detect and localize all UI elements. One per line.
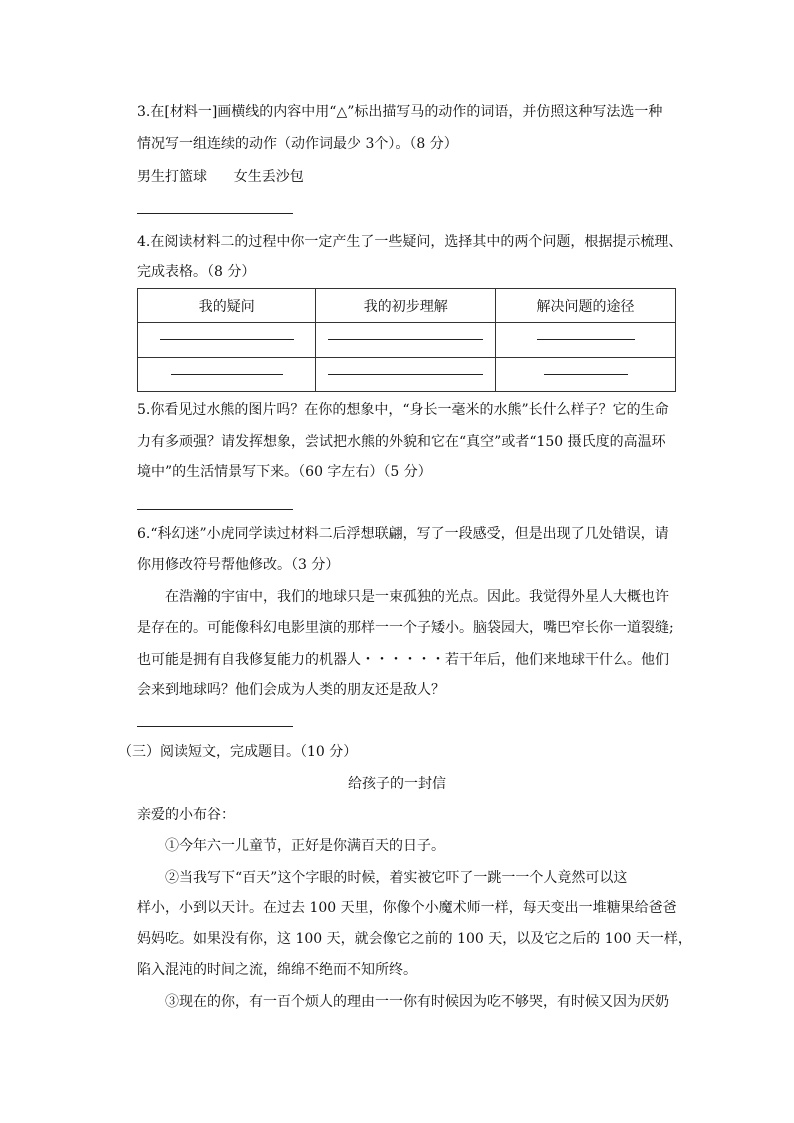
q5-prompt-line2: 力有多顽强？请发挥想象，尝试把水熊的外貌和它在“真空”或者“150 摄氏度的高温环 [137,434,666,450]
answer-blank[interactable] [537,339,635,340]
letter-paragraph-2-line1: ②当我写下“百天”这个字眼的时候，着实被它吓了一跳一一个人竟然可以这 [165,870,628,886]
table-cell[interactable] [316,357,496,391]
q4-answer-table [137,288,676,392]
answer-blank[interactable] [171,374,283,375]
letter-paragraph-3-line1: ③现在的你，有一百个烦人的理由一一你有时候因为吃不够哭，有时候又因为厌奶 [165,994,669,1010]
q3-answer-blank[interactable] [137,213,293,214]
table-cell[interactable] [138,323,316,357]
answer-blank[interactable] [328,339,483,340]
letter-paragraph-1: ①今年六一儿童节，正好是你满百天的日子。 [165,838,445,854]
q3-prompt-line2: 情况写一组连续的动作（动作词最少 3个）。（8 分） [137,136,458,152]
table-row [138,323,676,357]
q6-paragraph-line2: 是存在的。可能像科幻电影里演的那样一一个子矮小。脑袋园大，嘴巴窄长你一道裂缝; [137,620,674,636]
table-cell[interactable] [316,323,496,357]
letter-title: 给孩子的一封信 [348,776,446,792]
q6-paragraph-line1: 在浩瀚的宇宙中，我们的地球只是一束孤独的光点。因此。我觉得外星人大概也许 [165,589,669,605]
table-header-understanding: 我的初步理解 [316,289,496,323]
q4-prompt-line1: 4.在阅读材料二的过程中你一定产生了一些疑问，选择其中的两个问题，根据提示梳理、 [137,234,683,250]
q6-prompt-line1: 6.“科幻迷”小虎同学读过材料二后浮想联翩，写了一段感受，但是出现了几处错误，请 [137,526,669,542]
table-cell[interactable] [138,357,316,391]
letter-paragraph-2-line2: 样小，小到以天计。在过去 100 天里，你像个小魔术师一样，每天变出一堆糖果给爸爸 [137,900,677,916]
letter-salutation: 亲爱的小布谷： [137,807,235,823]
answer-blank[interactable] [160,339,294,340]
answer-blank[interactable] [328,374,483,375]
answer-blank[interactable] [544,374,628,375]
table-header-question: 我的疑问 [138,289,316,323]
table-row [138,357,676,391]
q3-prompt-line1: 3.在[材料一]画横线的内容中用“△”标出描写马的动作的词语，并仿照这种写法选一种 [137,104,663,120]
q6-prompt-line2: 你用修改符号帮他修改。（3 分） [137,557,340,573]
q6-answer-blank[interactable] [137,726,293,727]
section3-heading: （三）阅读短文，完成题目。（10 分） [118,744,358,760]
q3-options: 男生打篮球 女生丢沙包 [137,169,304,185]
q5-prompt-line1: 5.你看见过水熊的图片吗？在你的想象中，“身长一毫米的水熊”长什么样子？它的生命 [137,402,669,418]
q6-paragraph-line3: 也可能是拥有自我修复能力的机器人・・・・・・若干年后，他们来地球干什么。他们 [137,652,669,668]
q4-prompt-line2: 完成表格。（8 分） [137,264,256,280]
letter-paragraph-2-line3: 妈妈吃。如果没有你，这 100 天，就会像它之前的 100 天，以及它之后的 100 天一样， [137,931,692,947]
q5-prompt-line3: 境中”的生活情景写下来。（60 字左右）（5 分） [137,464,432,480]
letter-paragraph-2-line4: 陷入混沌的时间之流，绵绵不绝而不知所终。 [137,962,417,978]
q6-paragraph-line4: 会来到地球吗？他们会成为人类的朋友还是敌人？ [137,682,445,698]
table-header-row [138,289,676,323]
q5-answer-blank[interactable] [137,509,293,510]
table-cell[interactable] [496,357,676,391]
table-header-method: 解决问题的途径 [496,289,676,323]
table-cell[interactable] [496,323,676,357]
